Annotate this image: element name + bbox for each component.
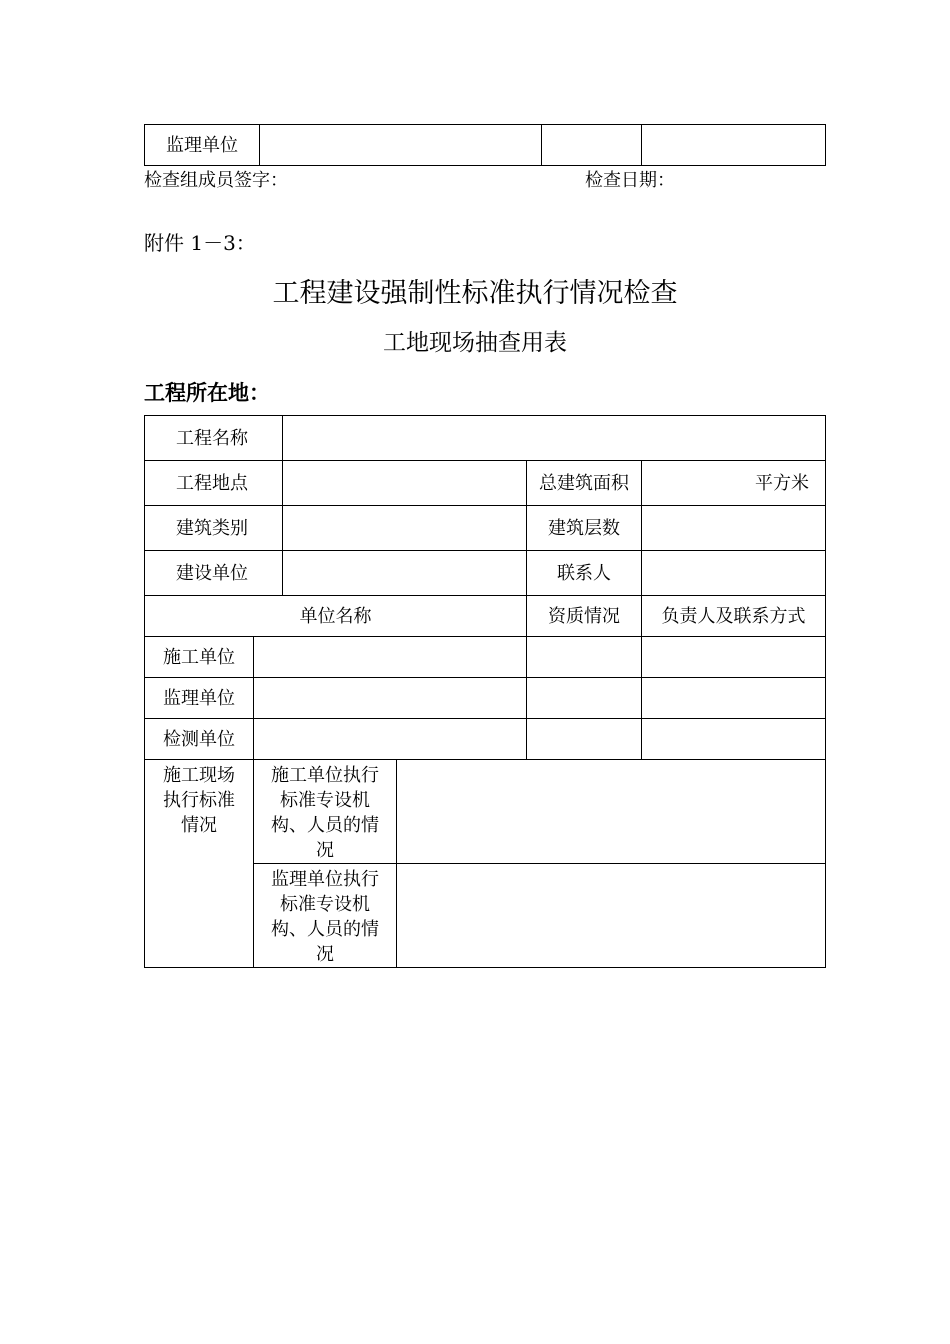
page-subtitle: 工地现场抽查用表 [383,330,567,356]
construction-unit-label: 施工单位 [145,637,254,678]
supervision-unit-value[interactable] [260,125,542,166]
construction-exec-label: 施工单位执行标准专设机构、人员的情况 [254,760,397,864]
building-type-label: 建筑类别 [145,506,283,551]
contact-value[interactable] [642,551,826,596]
supervision-exec-label: 监理单位执行标准专设机构、人员的情况 [254,864,397,968]
construction-exec-value[interactable] [397,760,826,864]
col-header-contact: 负责人及联系方式 [642,596,826,637]
contact-label: 联系人 [527,551,642,596]
testing-unit-contact[interactable] [642,719,826,760]
total-area-label: 总建筑面积 [527,461,642,506]
col-header-qualification: 资质情况 [527,596,642,637]
testing-unit-name[interactable] [254,719,527,760]
project-name-label: 工程名称 [145,416,283,461]
supervision-unit-name[interactable] [254,678,527,719]
supervision-unit-row-label: 监理单位 [145,678,254,719]
supervision-extra-cell-2[interactable] [642,125,826,166]
members-signature-label: 检查组成员签字： [144,170,288,191]
supervision-extra-cell[interactable] [542,125,642,166]
project-site-value[interactable] [283,461,527,506]
testing-unit-label: 检测单位 [145,719,254,760]
floors-label: 建筑层数 [527,506,642,551]
supervision-exec-value[interactable] [397,864,826,968]
location-label: 工程所在地： [144,380,270,405]
testing-unit-qualification[interactable] [527,719,642,760]
attachment-label: 附件 1－3： [144,231,256,255]
project-name-value[interactable] [283,416,826,461]
col-header-unit-name: 单位名称 [145,596,527,637]
top-table [144,124,826,166]
construction-unit-qualification[interactable] [527,637,642,678]
owner-label: 建设单位 [145,551,283,596]
total-area-unit[interactable]: 平方米 [642,461,826,506]
floors-value[interactable] [642,506,826,551]
building-type-value[interactable] [283,506,527,551]
construction-unit-contact[interactable] [642,637,826,678]
supervision-unit-contact[interactable] [642,678,826,719]
owner-value[interactable] [283,551,527,596]
supervision-unit-label: 监理单位 [145,125,260,166]
construction-unit-name[interactable] [254,637,527,678]
inspection-form [144,415,826,968]
check-date-label: 检查日期： [585,170,675,191]
site-standard-section-label: 施工现场执行标准情况 [145,760,254,968]
page-title: 工程建设强制性标准执行情况检查 [272,278,678,309]
supervision-unit-qualification[interactable] [527,678,642,719]
project-site-label: 工程地点 [145,461,283,506]
